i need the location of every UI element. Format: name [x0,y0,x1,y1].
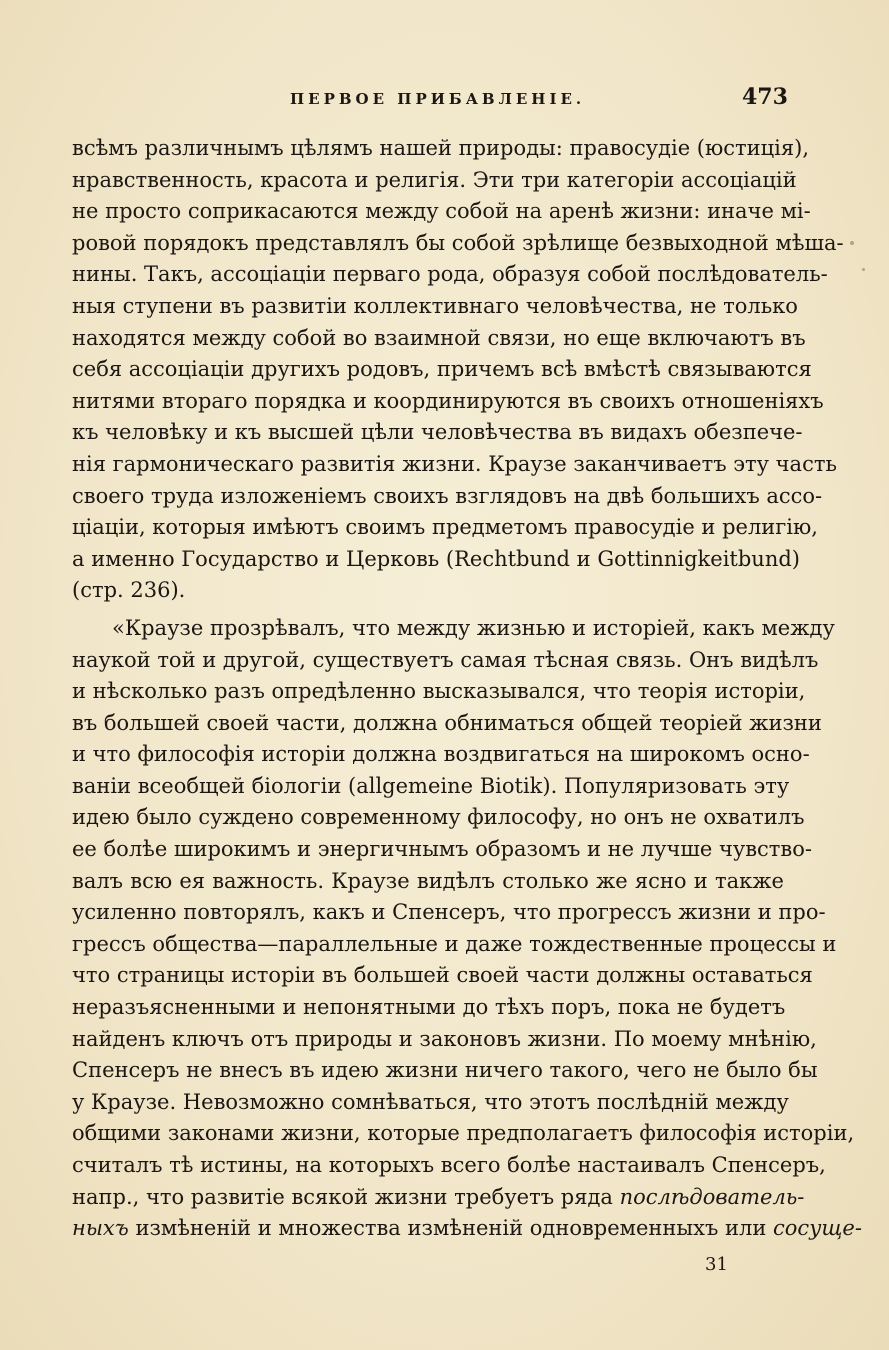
text-line: не просто соприкасаются между собой на аренѣ жизни: иначе мі- [72,199,811,224]
running-title: ПЕРВОЕ ПРИБАВЛЕНІЕ. [290,90,586,108]
text-fragment: напр., что развитіе всякой жизни требуетъ ряда [72,1184,620,1209]
text-line: нія гармоническаго развитія жизни. Краузе заканчиваетъ эту часть [72,451,837,476]
page-number: 473 [742,84,788,110]
text-line: а именно Государство и Церковь (Rechtbund и Gottinnigkeitbund) [72,546,800,571]
text-fragment: измѣненій и множества измѣненій одновременныхъ или [128,1216,774,1241]
text-line: неразъясненными и непонятными до тѣхъ поръ, пока не будетъ [72,995,786,1020]
text-line: и что философія исторіи должна воздвигаться на широкомъ осно- [72,742,810,767]
paragraph-2 [72,613,862,1245]
text-line: себя ассоціаціи другихъ родовъ, причемъ всѣ вмѣстѣ связываются [72,357,812,382]
body-text [72,133,862,1245]
text-line [72,1182,805,1214]
text-line: общими законами жизни, которые предполагаетъ философія исторіи, [72,1121,855,1146]
italic-word: ныхъ [72,1216,129,1241]
text-line: грессъ общества—параллельные и даже тождественные процессы и [72,931,837,956]
text-line: (стр. 236). [72,578,186,603]
text-line: къ человѣку и къ высшей цѣли человѣчества въ видахъ обезпече- [72,420,803,445]
paper-speck [850,241,854,245]
text-line: ныя ступени въ развитіи коллективнаго человѣчества, не только [72,293,798,318]
text-line: считалъ тѣ истины, на которыхъ всего болѣе настаивалъ Спенсеръ, [72,1153,826,1177]
text-line: нравственность, красота и религія. Эти три категоріи ассоціацій [72,167,797,192]
text-line: въ большей своей части, должна обниматься общей теоріей жизни [72,710,822,735]
text-line: ее болѣе широкимъ и энергичнымъ образомъ и не лучше чувство- [72,837,812,862]
text-line: «Краузе прозрѣвалъ, что между жизнью и исторіей, какъ между [112,615,835,640]
text-line: ціаціи, которыя имѣютъ своимъ предметомъ правосудіе и религію, [72,515,818,540]
text-line: ваніи всеобщей біологіи (allgemeine Biotik). Популяризовать эту [72,773,790,798]
text-line: наукой той и другой, существуетъ самая тѣсная связь. Онъ видѣлъ [72,647,819,672]
text-line: нитями втораго порядка и координируются въ своихъ отношеніяхъ [72,388,824,413]
text-line: своего труда изложеніемъ своихъ взглядовъ на двѣ большихъ ассо- [72,483,823,508]
text-line: у Краузе. Невозможно сомнѣваться, что этотъ послѣдній между [72,1089,789,1114]
text-line: найденъ ключъ отъ природы и законовъ жизни. По моему мнѣнію, [72,1026,817,1051]
text-line: усиленно повторялъ, какъ и Спенсеръ, что прогрессъ жизни и про- [72,900,826,925]
text-line: Спенсеръ не внесъ въ идею жизни ничего такого, чего не было бы [72,1058,818,1083]
text-line: нины. Такъ, ассоціаціи перваго рода, образуя собой послѣдователь- [72,262,828,287]
text-line [72,1213,862,1245]
signature-mark: 31 [705,1254,728,1275]
italic-word: сосуще- [773,1216,862,1241]
text-line: и нѣсколько разъ опредѣленно высказывался, что теорія исторіи, [72,679,806,704]
paper-speck [862,268,865,271]
italic-word: послѣдователь- [619,1184,805,1209]
text-line: валъ всю ея важность. Краузе видѣлъ столько же ясно и также [72,868,784,893]
text-line: находятся между собой во взаимной связи, но еще включаютъ въ [72,325,806,350]
text-line: всѣмъ различнымъ цѣлямъ нашей природы: правосудіе (юстиція), [72,136,809,160]
text-line: идею было суждено современному философу, но онъ не охватилъ [72,805,805,830]
text-line: что страницы исторіи въ большей своей части должны оставаться [72,963,813,988]
text-line: ровой порядокъ представлялъ бы собой зрѣлище безвыходной мѣша- [72,230,844,255]
paragraph-1 [72,133,844,607]
